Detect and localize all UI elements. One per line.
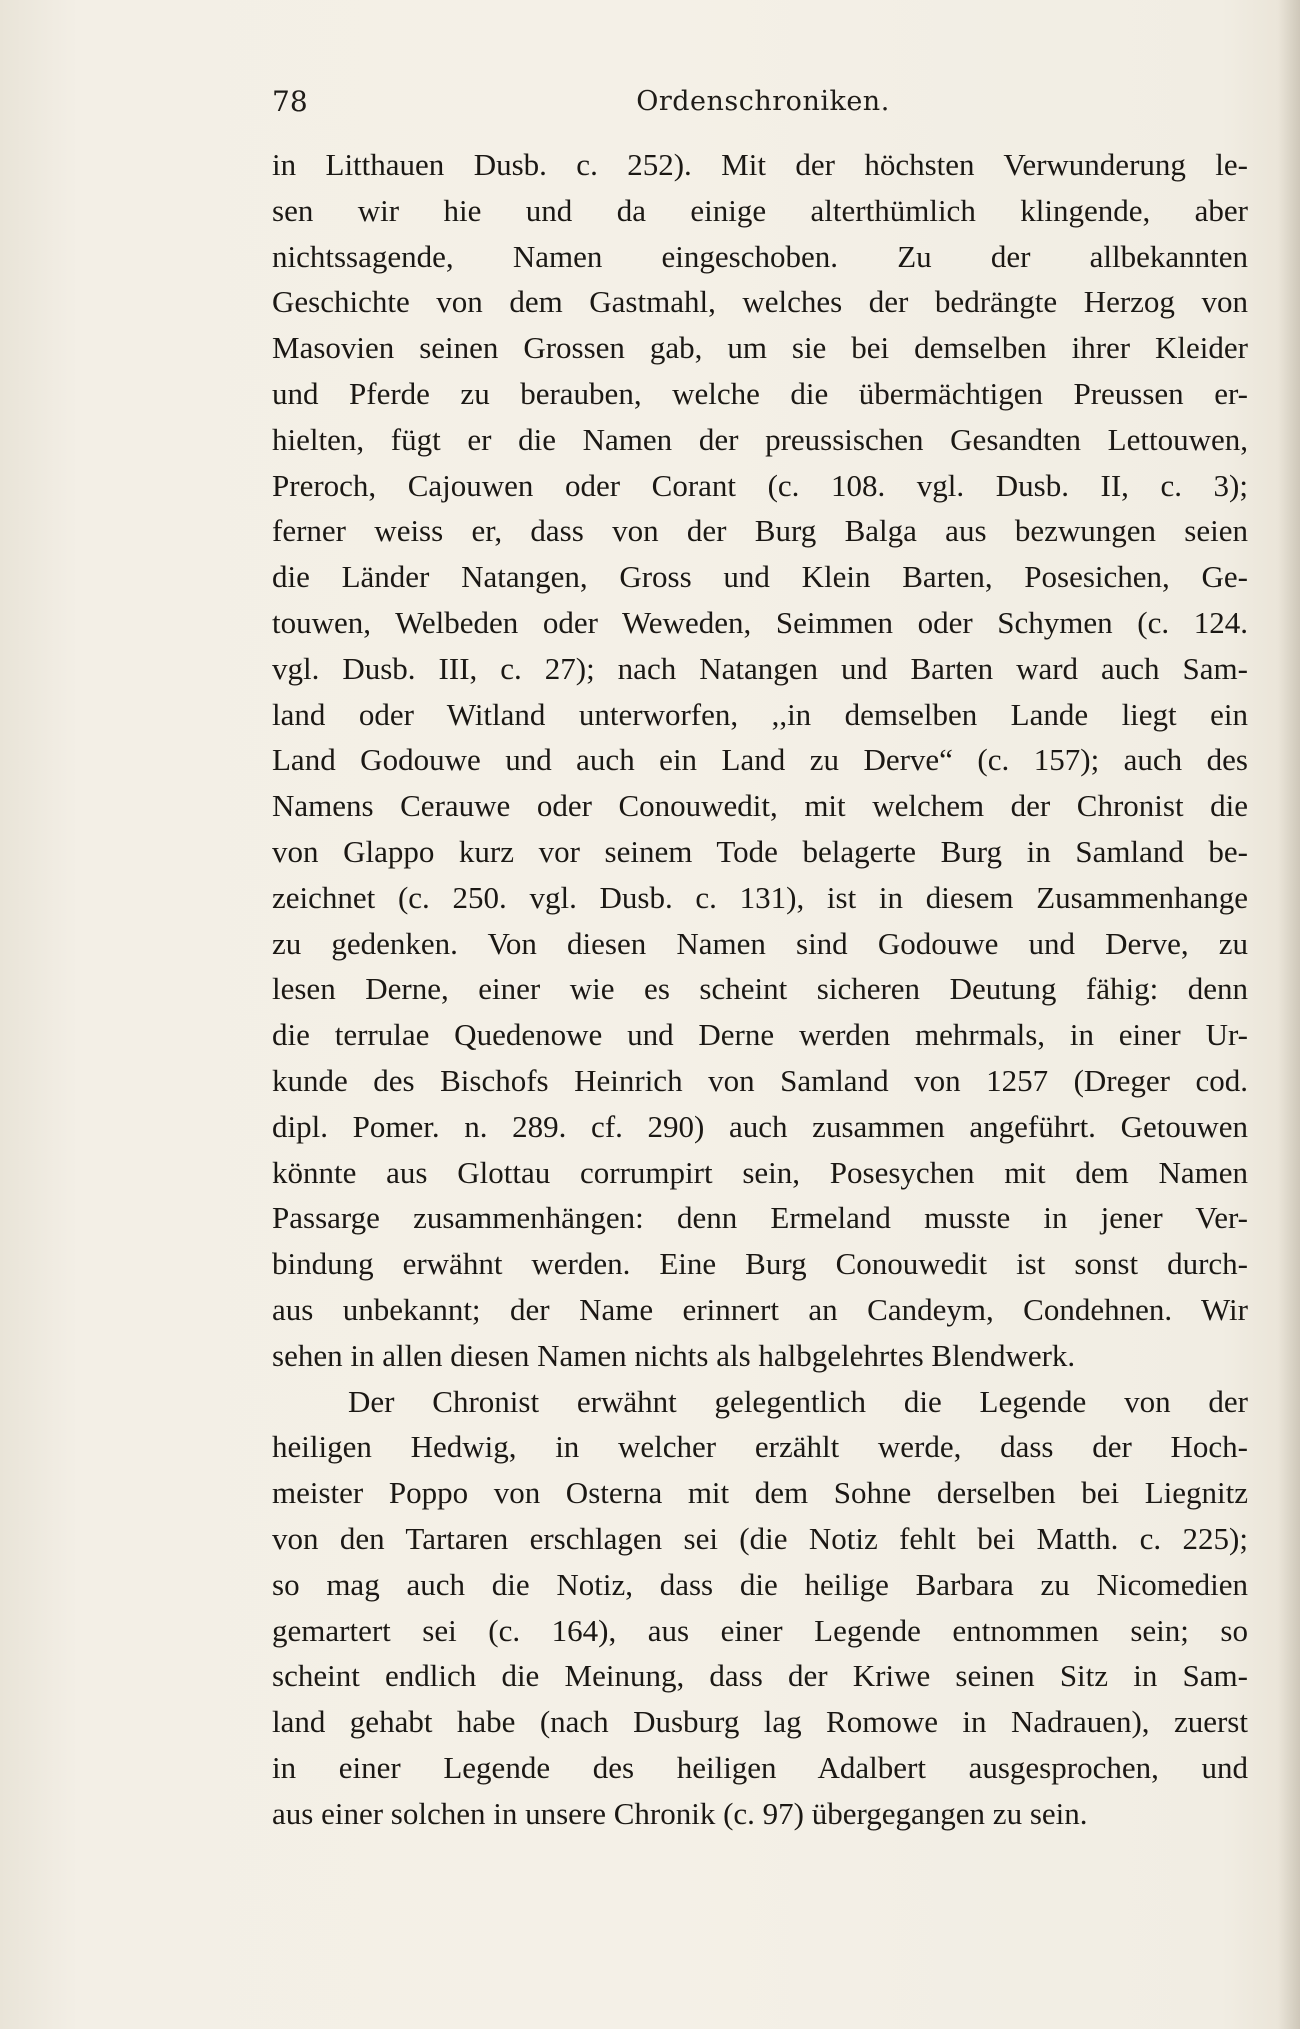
text-line: Der Chronist erwähnt gelegentlich die Legende von der <box>348 1383 1248 1419</box>
text-line: Land Godouwe und auch ein Land zu Derve“ (c. 157); auch des <box>272 742 1248 778</box>
running-title: Ordenschroniken. <box>636 86 890 117</box>
page-number: 78 <box>272 85 308 118</box>
text-line: könnte aus Glottau corrumpirt sein, Posesychen mit dem Namen <box>272 1154 1248 1190</box>
text-line: ferner weiss er, dass von der Burg Balga aus bezwungen seien <box>272 513 1248 549</box>
text-line: zu gedenken. Von diesen Namen sind Godouwe und Derve, zu <box>272 925 1248 961</box>
text-line: gemartert sei (c. 164), aus einer Legende entnommen sein; so <box>272 1612 1248 1648</box>
text-line: die Länder Natangen, Gross und Klein Barten, Posesichen, Ge- <box>272 559 1248 595</box>
text-line: die terrulae Quedenowe und Derne werden mehrmals, in einer Ur- <box>272 1017 1248 1053</box>
text-line: Geschichte von dem Gastmahl, welches der bedrängte Herzog von <box>272 284 1248 320</box>
text-line: vgl. Dusb. III, c. 27); nach Natangen und Barten ward auch Sam- <box>272 650 1248 686</box>
page-header <box>272 82 1254 126</box>
text-line: bindung erwähnt werden. Eine Burg Conouwedit ist sonst durch- <box>272 1246 1248 1282</box>
text-line: land gehabt habe (nach Dusburg lag Romowe in Nadrauen), zuerst <box>272 1704 1248 1740</box>
text-line: in einer Legende des heiligen Adalbert ausgesprochen, und <box>272 1749 1248 1785</box>
paragraph <box>272 1379 1248 1837</box>
text-line: zeichnet (c. 250. vgl. Dusb. c. 131), ist in diesem Zusammenhange <box>272 879 1248 915</box>
text-line: so mag auch die Notiz, dass die heilige Barbara zu Nicomedien <box>272 1566 1248 1602</box>
text-line: aus unbekannt; der Name erinnert an Candeym, Condehnen. Wir <box>272 1291 1248 1327</box>
text-line: nichtssagende, Namen eingeschoben. Zu der allbekannten <box>272 238 1248 274</box>
text-line: Preroch, Cajouwen oder Corant (c. 108. vgl. Dusb. II, c. 3); <box>272 467 1248 503</box>
page-edge-shadow <box>1278 0 1300 2029</box>
text-line: scheint endlich die Meinung, dass der Kriwe seinen Sitz in Sam- <box>272 1658 1248 1694</box>
text-line: land oder Witland unterworfen, ,,in demselben Lande liegt ein <box>272 696 1248 732</box>
text-line: Passarge zusammenhängen: denn Ermeland musste in jener Ver- <box>272 1200 1248 1236</box>
text-line: kunde des Bischofs Heinrich von Samland von 1257 (Dreger cod. <box>272 1062 1248 1098</box>
text-line: dipl. Pomer. n. 289. cf. 290) auch zusammen angeführt. Getouwen <box>272 1108 1248 1144</box>
text-line: meister Poppo von Osterna mit dem Sohne derselben bei Liegnitz <box>272 1475 1248 1511</box>
text-line: Masovien seinen Grossen gab, um sie bei demselben ihrer Kleider <box>272 330 1248 366</box>
text-line: und Pferde zu berauben, welche die übermächtigen Preussen er- <box>272 375 1248 411</box>
text-line: sehen in allen diesen Namen nichts als halbgelehrtes Blendwerk. <box>272 1337 1076 1373</box>
paragraph <box>272 142 1248 1379</box>
text-line: touwen, Welbeden oder Weweden, Seimmen oder Schymen (c. 124. <box>272 604 1248 640</box>
text-line: aus einer solchen in unsere Chronik (c. 97) übergegangen zu sein. <box>272 1795 1088 1831</box>
text-line: Namens Cerauwe oder Conouwedit, mit welchem der Chronist die <box>272 788 1248 824</box>
text-line: von den Tartaren erschlagen sei (die Notiz fehlt bei Matth. c. 225); <box>272 1520 1248 1556</box>
text-line: lesen Derne, einer wie es scheint sicheren Deutung fähig: denn <box>272 971 1248 1007</box>
text-line: in Litthauen Dusb. c. 252). Mit der höchsten Verwunderung le- <box>272 147 1248 182</box>
text-line: von Glappo kurz vor seinem Tode belagerte Burg in Samland be- <box>272 833 1248 869</box>
text-line: hielten, fügt er die Namen der preussischen Gesandten Lettouwen, <box>272 421 1248 457</box>
text-line: sen wir hie und da einige alterthümlich klingende, aber <box>272 192 1248 228</box>
body-text <box>272 142 1248 1836</box>
text-line: heiligen Hedwig, in welcher erzählt werde, dass der Hoch- <box>272 1429 1248 1465</box>
